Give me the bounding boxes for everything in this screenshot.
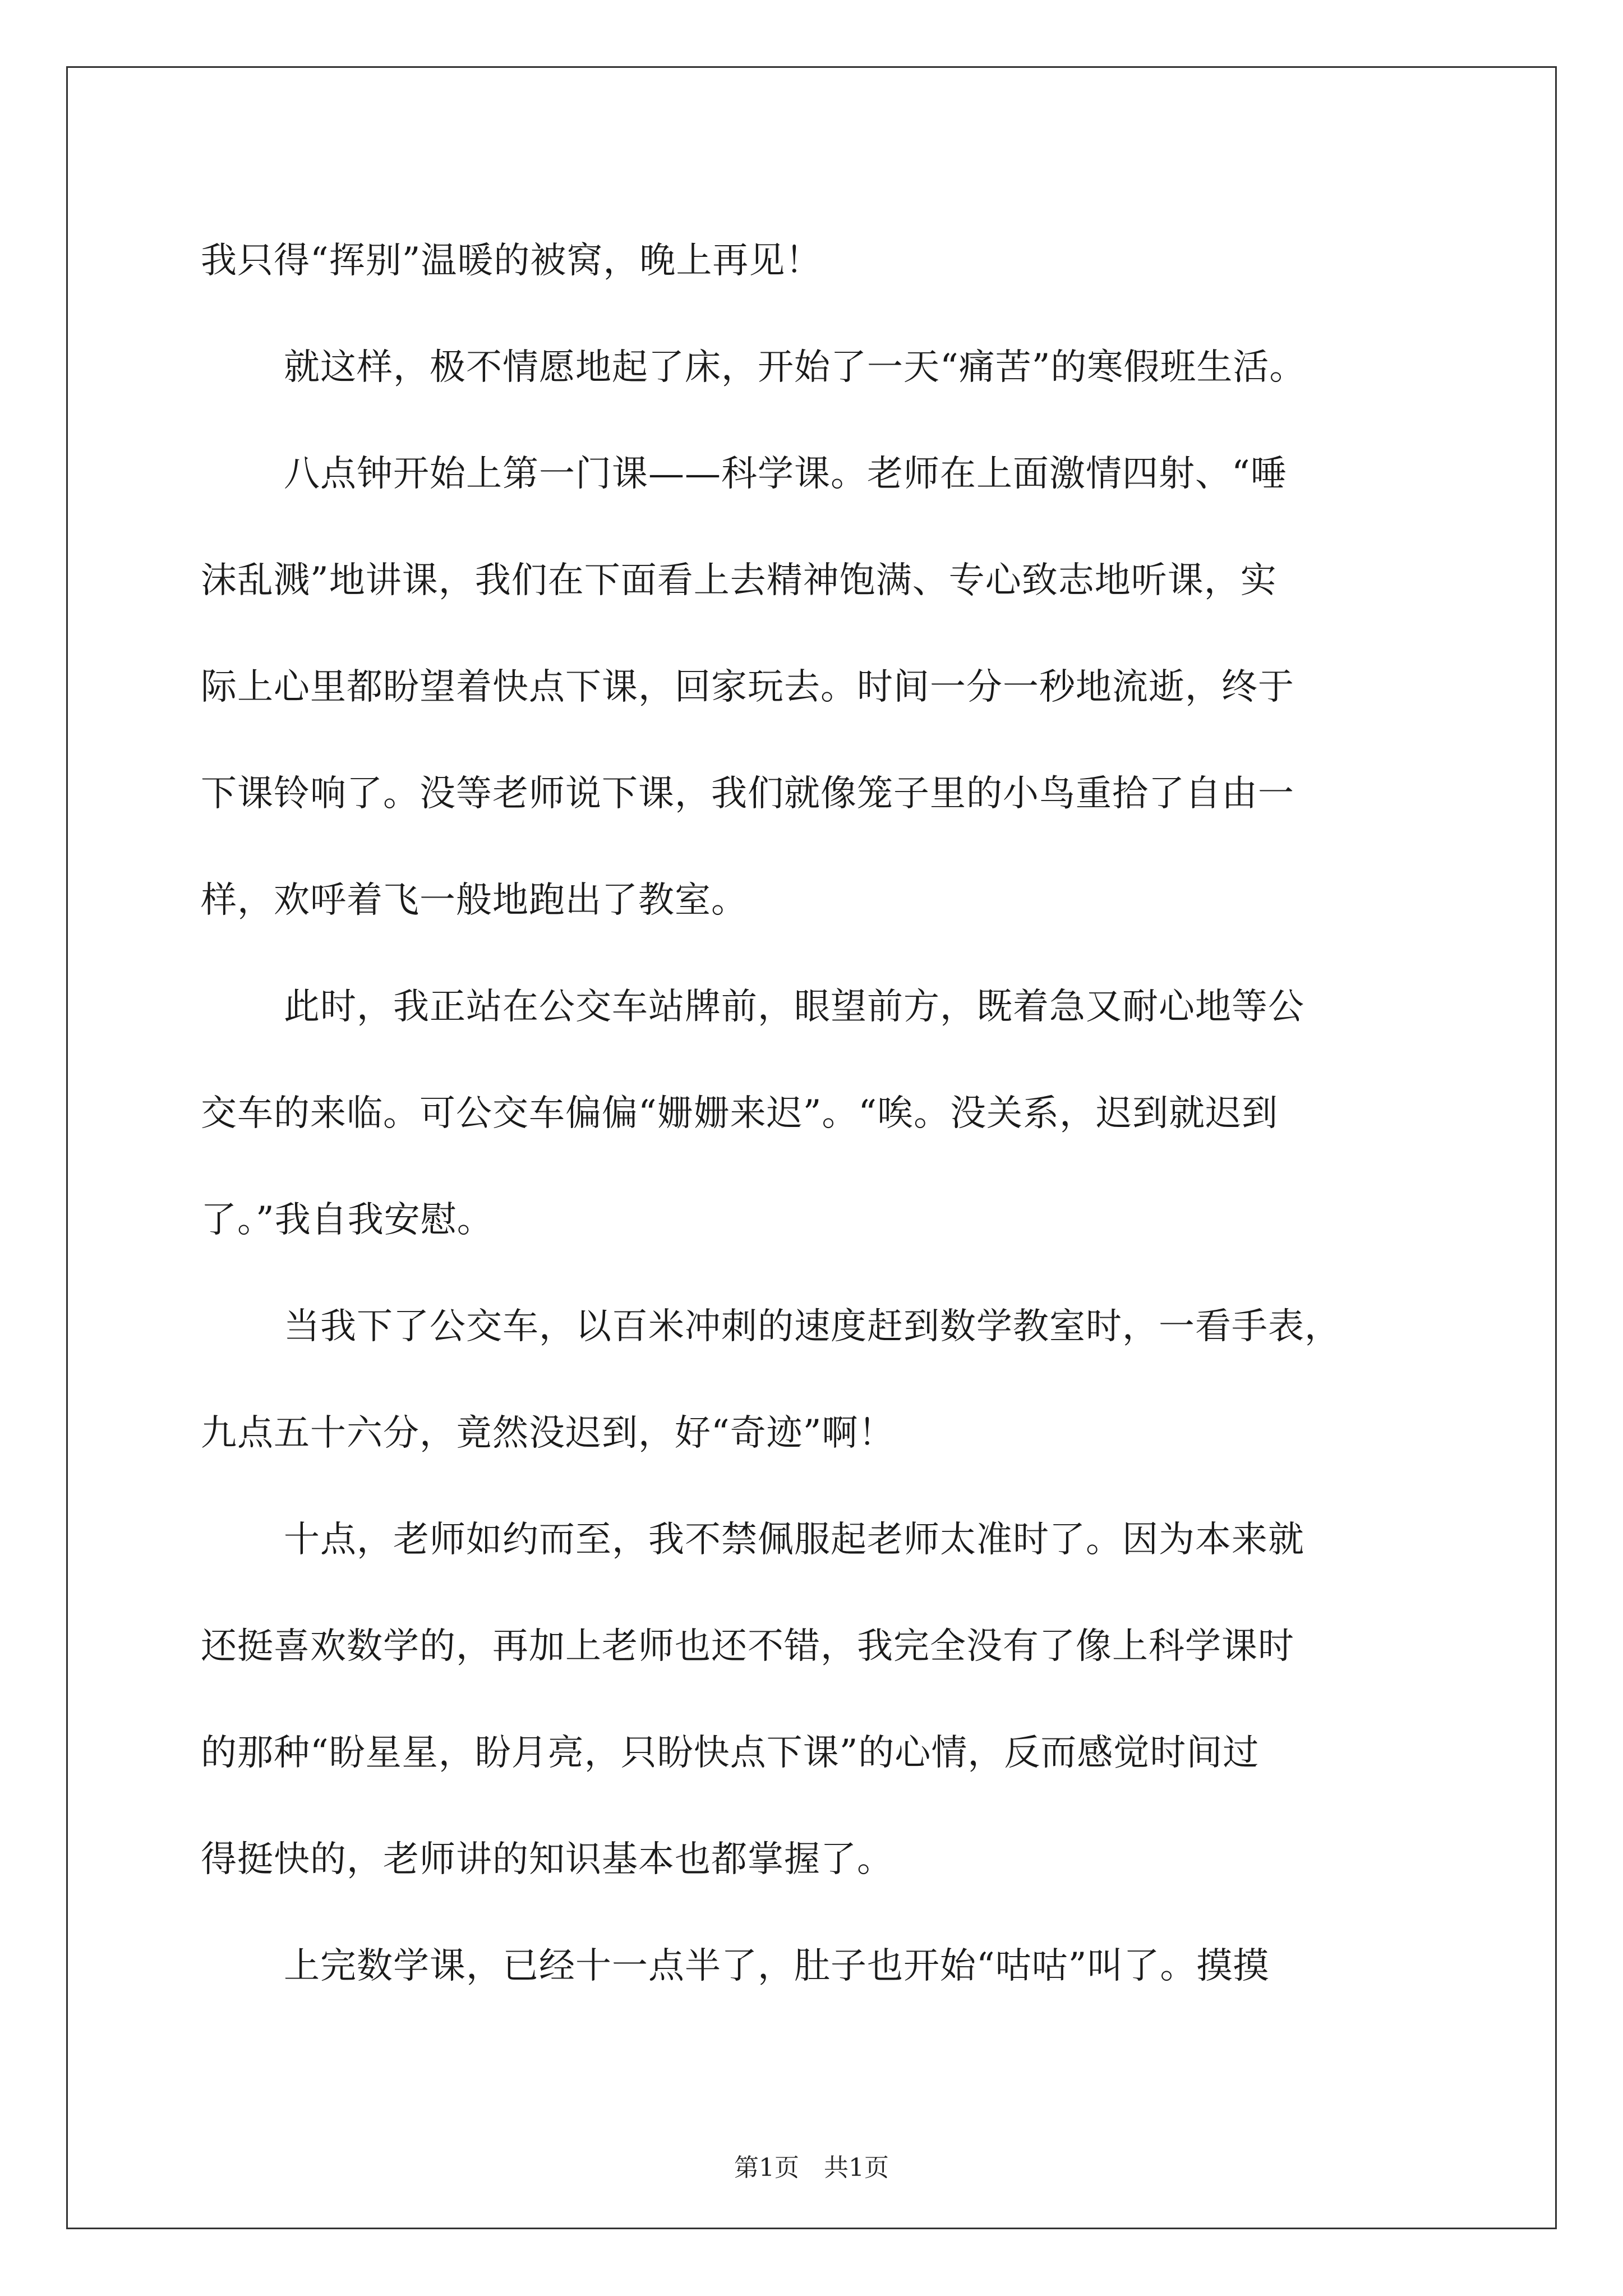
paragraph-first-line: 八点钟开始上第一门课——科学课。老师在上面激情四射、“唾 xyxy=(284,453,1287,495)
text-line: 际上心里都盼望着快点下课，回家玩去。时间一分一秒地流逝，终于 xyxy=(201,666,1294,708)
paragraph-first-line: 十点，老师如约而至，我不禁佩服起老师太准时了。因为本来就 xyxy=(284,1519,1304,1561)
text-line: 的那种“盼星星，盼月亮，只盼快点下课”的心情，反而感觉时间过 xyxy=(201,1732,1260,1774)
paragraph-first-line: 就这样，极不情愿地起了床，开始了一天“痛苦”的寒假班生活。 xyxy=(284,347,1306,388)
text-line: 还挺喜欢数学的，再加上老师也还不错，我完全没有了像上科学课时 xyxy=(201,1626,1294,1667)
text-line: 下课铃响了。没等老师说下课，我们就像笼子里的小鸟重拾了自由一 xyxy=(201,773,1294,815)
text-line: 九点五十六分，竟然没迟到，好“奇迹”啊！ xyxy=(201,1412,895,1454)
text-line: 了。”我自我安慰。 xyxy=(201,1199,494,1241)
paragraph-first-line: 上完数学课，已经十一点半了，肚子也开始“咕咕”叫了。摸摸 xyxy=(284,1945,1270,1987)
text-line: 沫乱溅”地讲课，我们在下面看上去精神饱满、专心致志地听课，实 xyxy=(201,560,1277,601)
text-line: 样，欢呼着飞一般地跑出了教室。 xyxy=(201,880,748,921)
paragraph-first-line: 此时，我正站在公交车站牌前，眼望前方，既着急又耐心地等公 xyxy=(284,986,1304,1028)
text-line: 交车的来临。可公交车偏偏“姗姗来迟”。“唉。没关系，迟到就迟到 xyxy=(201,1093,1279,1134)
paragraph-first-line: 当我下了公交车，以百米冲刺的速度赶到数学教室时，一看手表， xyxy=(284,1306,1341,1347)
page-number-footer: 第1页 共1页 xyxy=(734,2154,889,2182)
document-body xyxy=(201,208,1435,2019)
text-line: 我只得“挥别”温暖的被窝，晚上再见！ xyxy=(201,240,822,282)
text-line: 得挺快的，老师讲的知识基本也都掌握了。 xyxy=(201,1839,893,1880)
